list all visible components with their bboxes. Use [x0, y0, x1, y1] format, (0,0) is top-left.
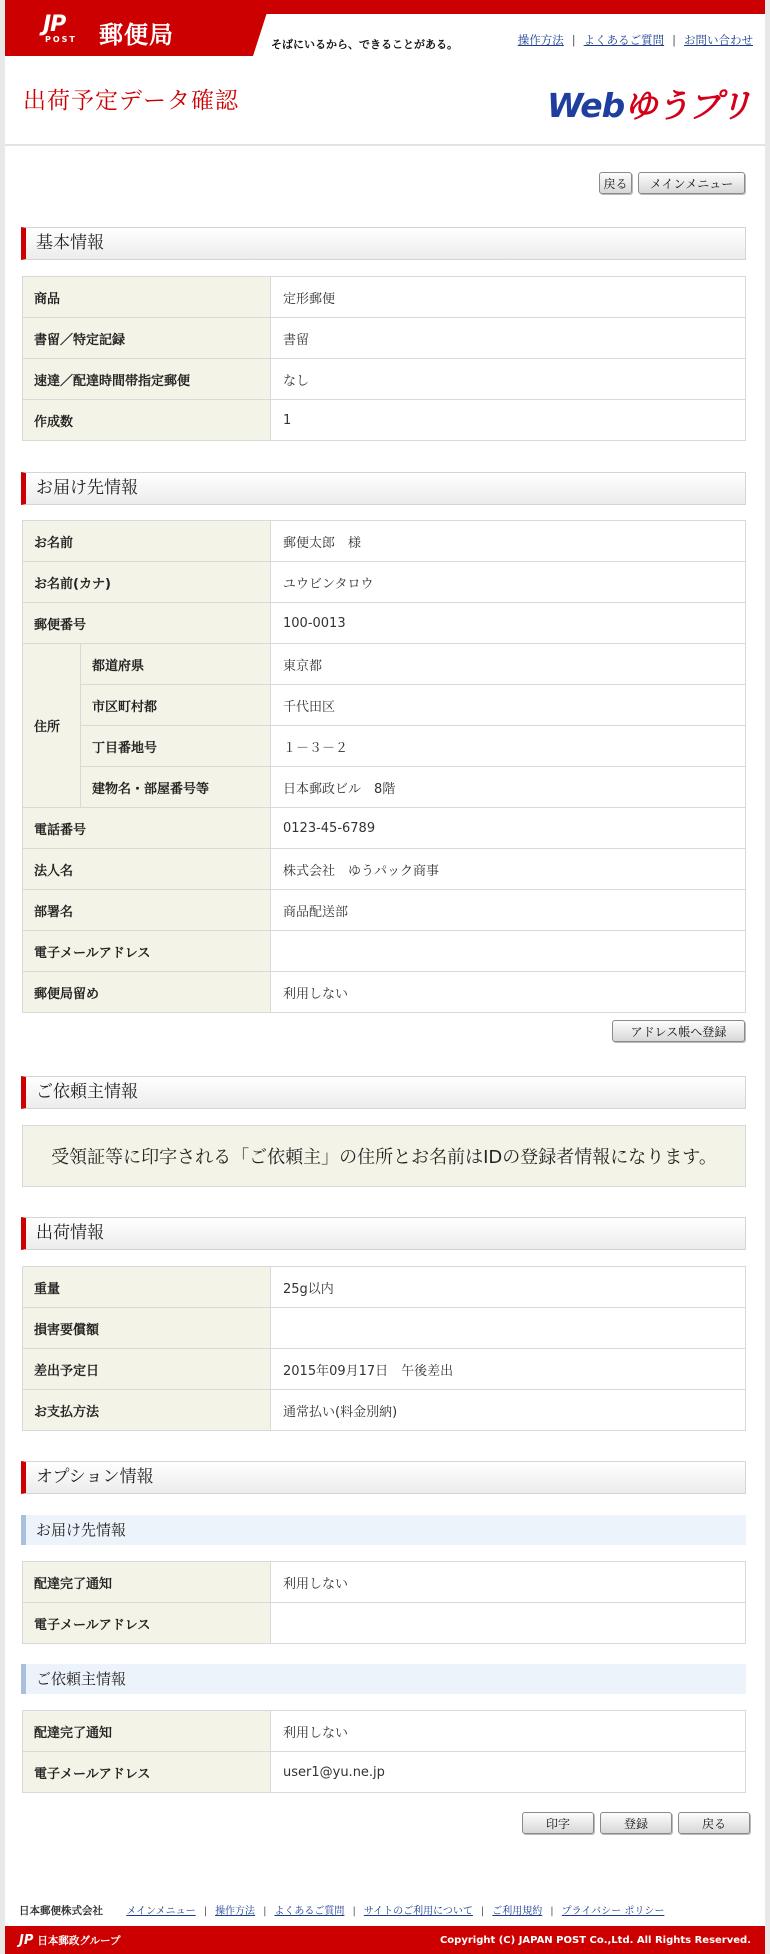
row-value: 利用しない [271, 972, 746, 1013]
table-row [23, 1390, 746, 1431]
web-yupri-logo-yu: ゆうプリ [624, 86, 751, 125]
header-links: 操作方法 | よくあるご質問 | お問い合わせ [517, 33, 753, 47]
table-row [23, 726, 746, 767]
table-row [23, 849, 746, 890]
footer-group-logo [19, 1933, 121, 1948]
brand-name: 郵便局 [99, 21, 174, 49]
footer-link-faq[interactable]: よくあるご質問 [274, 1906, 345, 1917]
table-row [23, 1603, 746, 1644]
footer-links: 日本郵便株式会社 メインメニュー | 操作方法 | よくあるご質問 | サイトのご利用について | ご利用規約 | プライバシー ポリシー [19, 1905, 665, 1917]
sub-heading-option-sender: ご依頼主情報 [21, 1664, 746, 1694]
row-value: １－３－２ [271, 726, 746, 767]
row-label: 電子メールアドレス [23, 931, 271, 972]
row-value: 株式会社 ゆうパック商事 [271, 849, 746, 890]
row-label: お名前(カナ) [23, 562, 271, 603]
jp-group-icon: JP [19, 1932, 34, 1948]
footer-link-site-usage[interactable]: サイトのご利用について [363, 1906, 473, 1917]
section-heading-recipient: お届け先情報 [21, 472, 746, 505]
table-row [23, 1349, 746, 1390]
row-value [271, 1308, 746, 1349]
section-heading-options: オプション情報 [21, 1461, 746, 1494]
table-row [23, 972, 746, 1013]
row-label: 損害要償額 [23, 1308, 271, 1349]
row-value: user1@yu.ne.jp [271, 1752, 746, 1793]
table-row [23, 685, 746, 726]
row-label: 電話番号 [23, 808, 271, 849]
row-value: 千代田区 [271, 685, 746, 726]
footer-link-main-menu[interactable]: メインメニュー [126, 1906, 196, 1917]
row-value: 25g以内 [271, 1267, 746, 1308]
main-menu-button[interactable]: メインメニュー [638, 172, 745, 194]
section-heading-basic-info: 基本情報 [21, 227, 746, 260]
table-row [23, 277, 746, 318]
address-label: 住所 [23, 644, 81, 808]
table-row [23, 1752, 746, 1793]
back-button-bottom[interactable]: 戻る [678, 1812, 750, 1834]
table-row [23, 562, 746, 603]
link-contact[interactable]: お問い合わせ [684, 33, 753, 47]
brand-logo-area [5, 0, 253, 56]
row-label: 電子メールアドレス [23, 1752, 271, 1793]
table-row [23, 890, 746, 931]
tagline: そばにいるから、できることがある。 [271, 38, 458, 51]
sub-heading-option-recipient: お届け先情報 [21, 1515, 746, 1545]
link-faq[interactable]: よくあるご質問 [583, 33, 665, 47]
brand-mark-sub: POST [45, 35, 77, 44]
row-value: 利用しない [271, 1562, 746, 1603]
footer-bar [5, 1926, 765, 1954]
basic-info-table [22, 276, 746, 441]
row-value: 2015年09月17日 午後差出 [271, 1349, 746, 1390]
section-heading-sender: ご依頼主情報 [21, 1076, 746, 1109]
table-row [23, 644, 746, 685]
row-value: 0123-45-6789 [271, 808, 746, 849]
table-row [23, 767, 746, 808]
footer-group-name: 日本郵政グループ [37, 1934, 121, 1947]
row-label: 作成数 [23, 400, 271, 441]
option-sender-table [22, 1710, 746, 1793]
back-button-top[interactable]: 戻る [599, 172, 632, 194]
table-row [23, 400, 746, 441]
register-button[interactable]: 登録 [600, 1812, 672, 1834]
section-heading-shipping: 出荷情報 [21, 1217, 746, 1250]
row-label: 商品 [23, 277, 271, 318]
row-label: 部署名 [23, 890, 271, 931]
row-value [271, 1603, 746, 1644]
option-recipient-table [22, 1561, 746, 1644]
row-label: 丁目番地号 [81, 726, 271, 767]
row-label: 建物名・部屋番号等 [81, 767, 271, 808]
table-row [23, 1267, 746, 1308]
row-value: 定形郵便 [271, 277, 746, 318]
page-title: 出荷予定データ確認 [23, 88, 239, 114]
link-how-to-operate[interactable]: 操作方法 [517, 33, 564, 47]
recipient-table [22, 520, 746, 1013]
footer-corp-name: 日本郵便株式会社 [19, 1905, 103, 1917]
table-row [23, 931, 746, 972]
row-label: 速達／配達時間帯指定郵便 [23, 359, 271, 400]
row-value: 郵便太郎 様 [271, 521, 746, 562]
table-row [23, 603, 746, 644]
web-yupri-logo-web: Web [547, 86, 625, 125]
row-value [271, 931, 746, 972]
register-address-book-button[interactable]: アドレス帳へ登録 [612, 1020, 745, 1042]
table-row [23, 1711, 746, 1752]
footer-copyright: Copyright (C) JAPAN POST Co.,Ltd. All Rights Reserved. [439, 1934, 751, 1946]
row-label: 配達完了通知 [23, 1711, 271, 1752]
table-row [23, 359, 746, 400]
row-label: 重量 [23, 1267, 271, 1308]
row-value: 商品配送部 [271, 890, 746, 931]
row-label: お支払方法 [23, 1390, 271, 1431]
table-row [23, 1308, 746, 1349]
row-label: 差出予定日 [23, 1349, 271, 1390]
row-value: 100-0013 [271, 603, 746, 644]
row-value: 通常払い(料金別納) [271, 1390, 746, 1431]
web-yupri-logo [547, 80, 751, 127]
row-value: なし [271, 359, 746, 400]
footer-link-how-to-operate[interactable]: 操作方法 [215, 1906, 256, 1917]
footer-link-terms[interactable]: ご利用規約 [492, 1906, 543, 1917]
row-value: 1 [271, 400, 746, 441]
row-label: お名前 [23, 521, 271, 562]
header-divider [5, 144, 765, 146]
row-value: 書留 [271, 318, 746, 359]
row-value: ユウビンタロウ [271, 562, 746, 603]
jp-post-logo-icon [43, 12, 87, 45]
row-label: 郵便局留め [23, 972, 271, 1013]
table-row [23, 1562, 746, 1603]
row-label: 電子メールアドレス [23, 1603, 271, 1644]
table-row [23, 521, 746, 562]
row-label: 法人名 [23, 849, 271, 890]
row-value: 日本郵政ビル 8階 [271, 767, 746, 808]
row-label: 都道府県 [81, 644, 271, 685]
footer-link-privacy[interactable]: プライバシー ポリシー [561, 1906, 665, 1917]
row-label: 郵便番号 [23, 603, 271, 644]
row-value: 東京都 [271, 644, 746, 685]
sender-notice: 受領証等に印字される「ご依頼主」の住所とお名前はIDの登録者情報になります。 [22, 1125, 746, 1187]
row-label: 配達完了通知 [23, 1562, 271, 1603]
print-button[interactable]: 印字 [522, 1812, 594, 1834]
row-label: 書留／特定記録 [23, 318, 271, 359]
table-row [23, 808, 746, 849]
shipping-table [22, 1266, 746, 1431]
table-row [23, 318, 746, 359]
row-label: 市区町村都 [81, 685, 271, 726]
row-value: 利用しない [271, 1711, 746, 1752]
brand-mark: JP [43, 12, 66, 37]
